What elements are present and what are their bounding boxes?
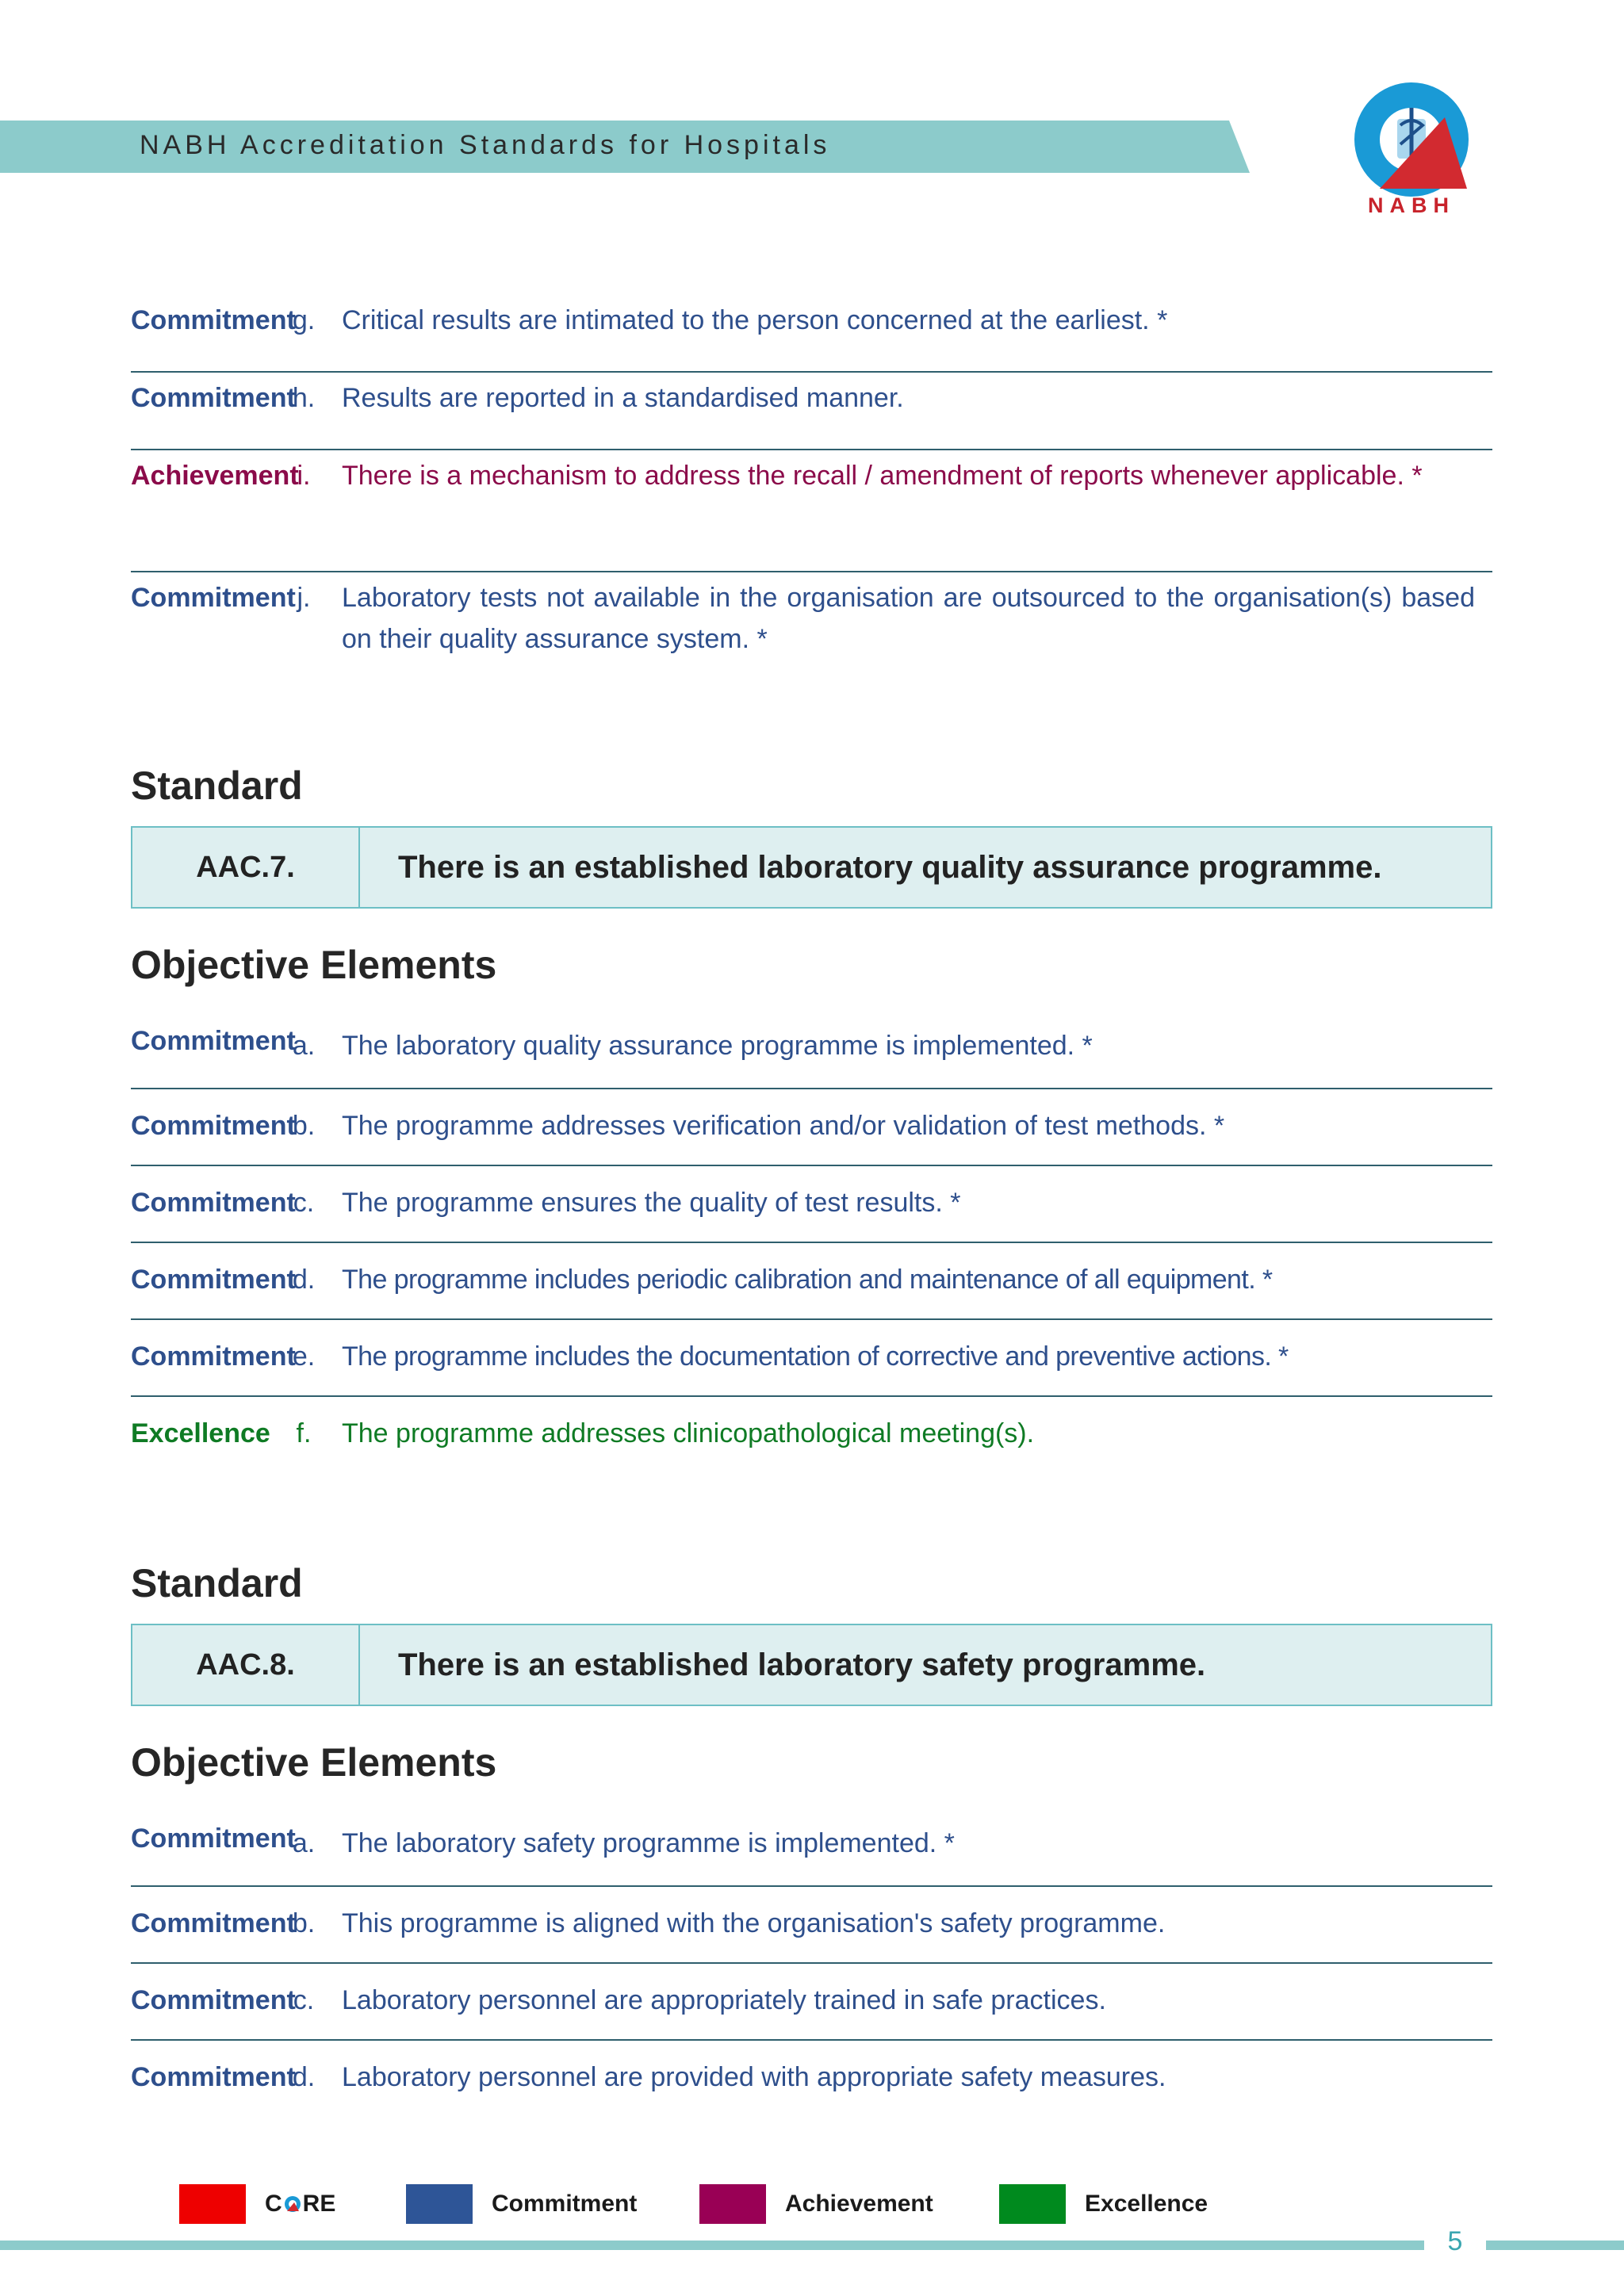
oe-letter: f. [296,1418,312,1448]
core-logo-icon [283,2195,302,2214]
oe-level: Commitment [131,1823,296,1854]
oe-row [131,1243,1492,1320]
oe-row [131,1020,1492,1089]
oe-row [131,295,1492,373]
oe-level: Commitment [131,2062,296,2092]
oe-text: Critical results are intimated to the person concerned at the earliest. * [342,305,1168,335]
standard-box-aac8 [131,1624,1492,1706]
oe-letter: h. [292,383,316,413]
oe-letter: c. [293,1985,315,2015]
oe-row [131,1964,1492,2041]
legend-label-core: C RE [265,2191,336,2217]
oe-letter: i. [297,461,311,491]
oe-letter: c. [293,1188,315,1218]
oe-level: Commitment [131,1265,296,1295]
oe-level: Commitment [131,1111,296,1141]
oe-row [131,1397,1492,1460]
oe-table-aac7 [131,1020,1492,1460]
oe-letter: j. [297,583,311,613]
standard-box-aac7 [131,826,1492,909]
oe-row [131,2041,1492,2104]
objective-elements-heading: Objective Elements [131,1740,497,1785]
standard-code: AAC.7. [132,828,360,907]
oe-row [131,1166,1492,1243]
oe-text: There is a mechanism to address the recall / amendment of reports whenever applicable. * [342,461,1423,491]
legend-label-commitment: Commitment [492,2191,638,2217]
oe-text: Laboratory personnel are appropriately trained in safe practices. [342,1985,1106,2015]
oe-row [131,1887,1492,1964]
oe-row [131,1320,1492,1397]
legend-item-commitment [406,2184,637,2224]
legend-label-excellence: Excellence [1085,2191,1208,2217]
oe-text: The programme includes the documentation of corrective and preventive actions. * [342,1341,1289,1372]
oe-level: Commitment [131,305,296,335]
oe-letter: e. [292,1341,316,1372]
oe-letter: b. [292,1908,316,1938]
oe-level: Commitment [131,1188,296,1218]
standard-title: There is an established laboratory quality assurance programme. [398,849,1382,885]
standard-heading: Standard [131,1561,303,1605]
legend-item-core [179,2184,335,2224]
footer-line-right [1486,2241,1624,2250]
oe-letter: g. [292,305,316,335]
oe-text: The programme addresses verification and/or validation of test methods. * [342,1111,1225,1141]
oe-table-aac8 [131,1818,1492,2104]
legend-swatch-core [179,2184,246,2224]
oe-text: This programme is aligned with the organisation's safety programme. [342,1908,1166,1938]
oe-letter: a. [292,1828,316,1858]
footer-line-left [0,2241,1424,2250]
oe-text: The laboratory safety programme is implemented. * [342,1828,955,1858]
document-title: NABH Accreditation Standards for Hospitals [140,130,831,160]
oe-text: Laboratory tests not available in the organisation are outsourced to the organisation(s) based on their quality assurance system. * [342,583,1475,654]
standard-heading: Standard [131,763,303,808]
oe-level: Commitment [131,1985,296,2015]
legend-item-excellence [999,2184,1208,2224]
oe-letter: d. [292,1265,316,1295]
oe-text: The laboratory quality assurance programme is implemented. * [342,1031,1093,1061]
oe-text: The programme ensures the quality of test results. * [342,1188,961,1218]
oe-level: Commitment [131,583,296,613]
oe-row [131,1818,1492,1887]
oe-level: Commitment [131,1908,296,1938]
oe-text: The programme includes periodic calibration and maintenance of all equipment. * [342,1265,1273,1295]
oe-text: Laboratory personnel are provided with appropriate safety measures. [342,2062,1166,2092]
oe-text: Results are reported in a standardised manner. [342,383,904,413]
oe-row [131,450,1492,572]
legend-swatch-excellence [999,2184,1066,2224]
oe-letter: d. [292,2062,316,2092]
oe-letter: a. [292,1031,316,1061]
oe-letter: b. [292,1111,316,1141]
oe-row [131,572,1492,675]
oe-level: Excellence [131,1418,270,1448]
page-number: 5 [1447,2226,1463,2256]
oe-level: Achievement [131,461,299,491]
oe-row [131,373,1492,450]
standard-title: There is an established laboratory safety programme. [398,1647,1206,1682]
legend-swatch-achievement [699,2184,766,2224]
oe-level: Commitment [131,1341,296,1372]
legend-label-achievement: Achievement [785,2191,933,2217]
standard-code: AAC.8. [132,1625,360,1705]
oe-text: The programme addresses clinicopathological meeting(s). [342,1418,1035,1448]
oe-level: Commitment [131,383,296,413]
legend-item-achievement [699,2184,933,2224]
oe-row [131,1089,1492,1166]
oe-table-continued [131,295,1492,675]
legend-swatch-commitment [406,2184,473,2224]
legend [0,2184,1624,2224]
oe-level: Commitment [131,1026,296,1056]
logo-text: NABH [1368,193,1455,217]
objective-elements-heading: Objective Elements [131,943,497,987]
